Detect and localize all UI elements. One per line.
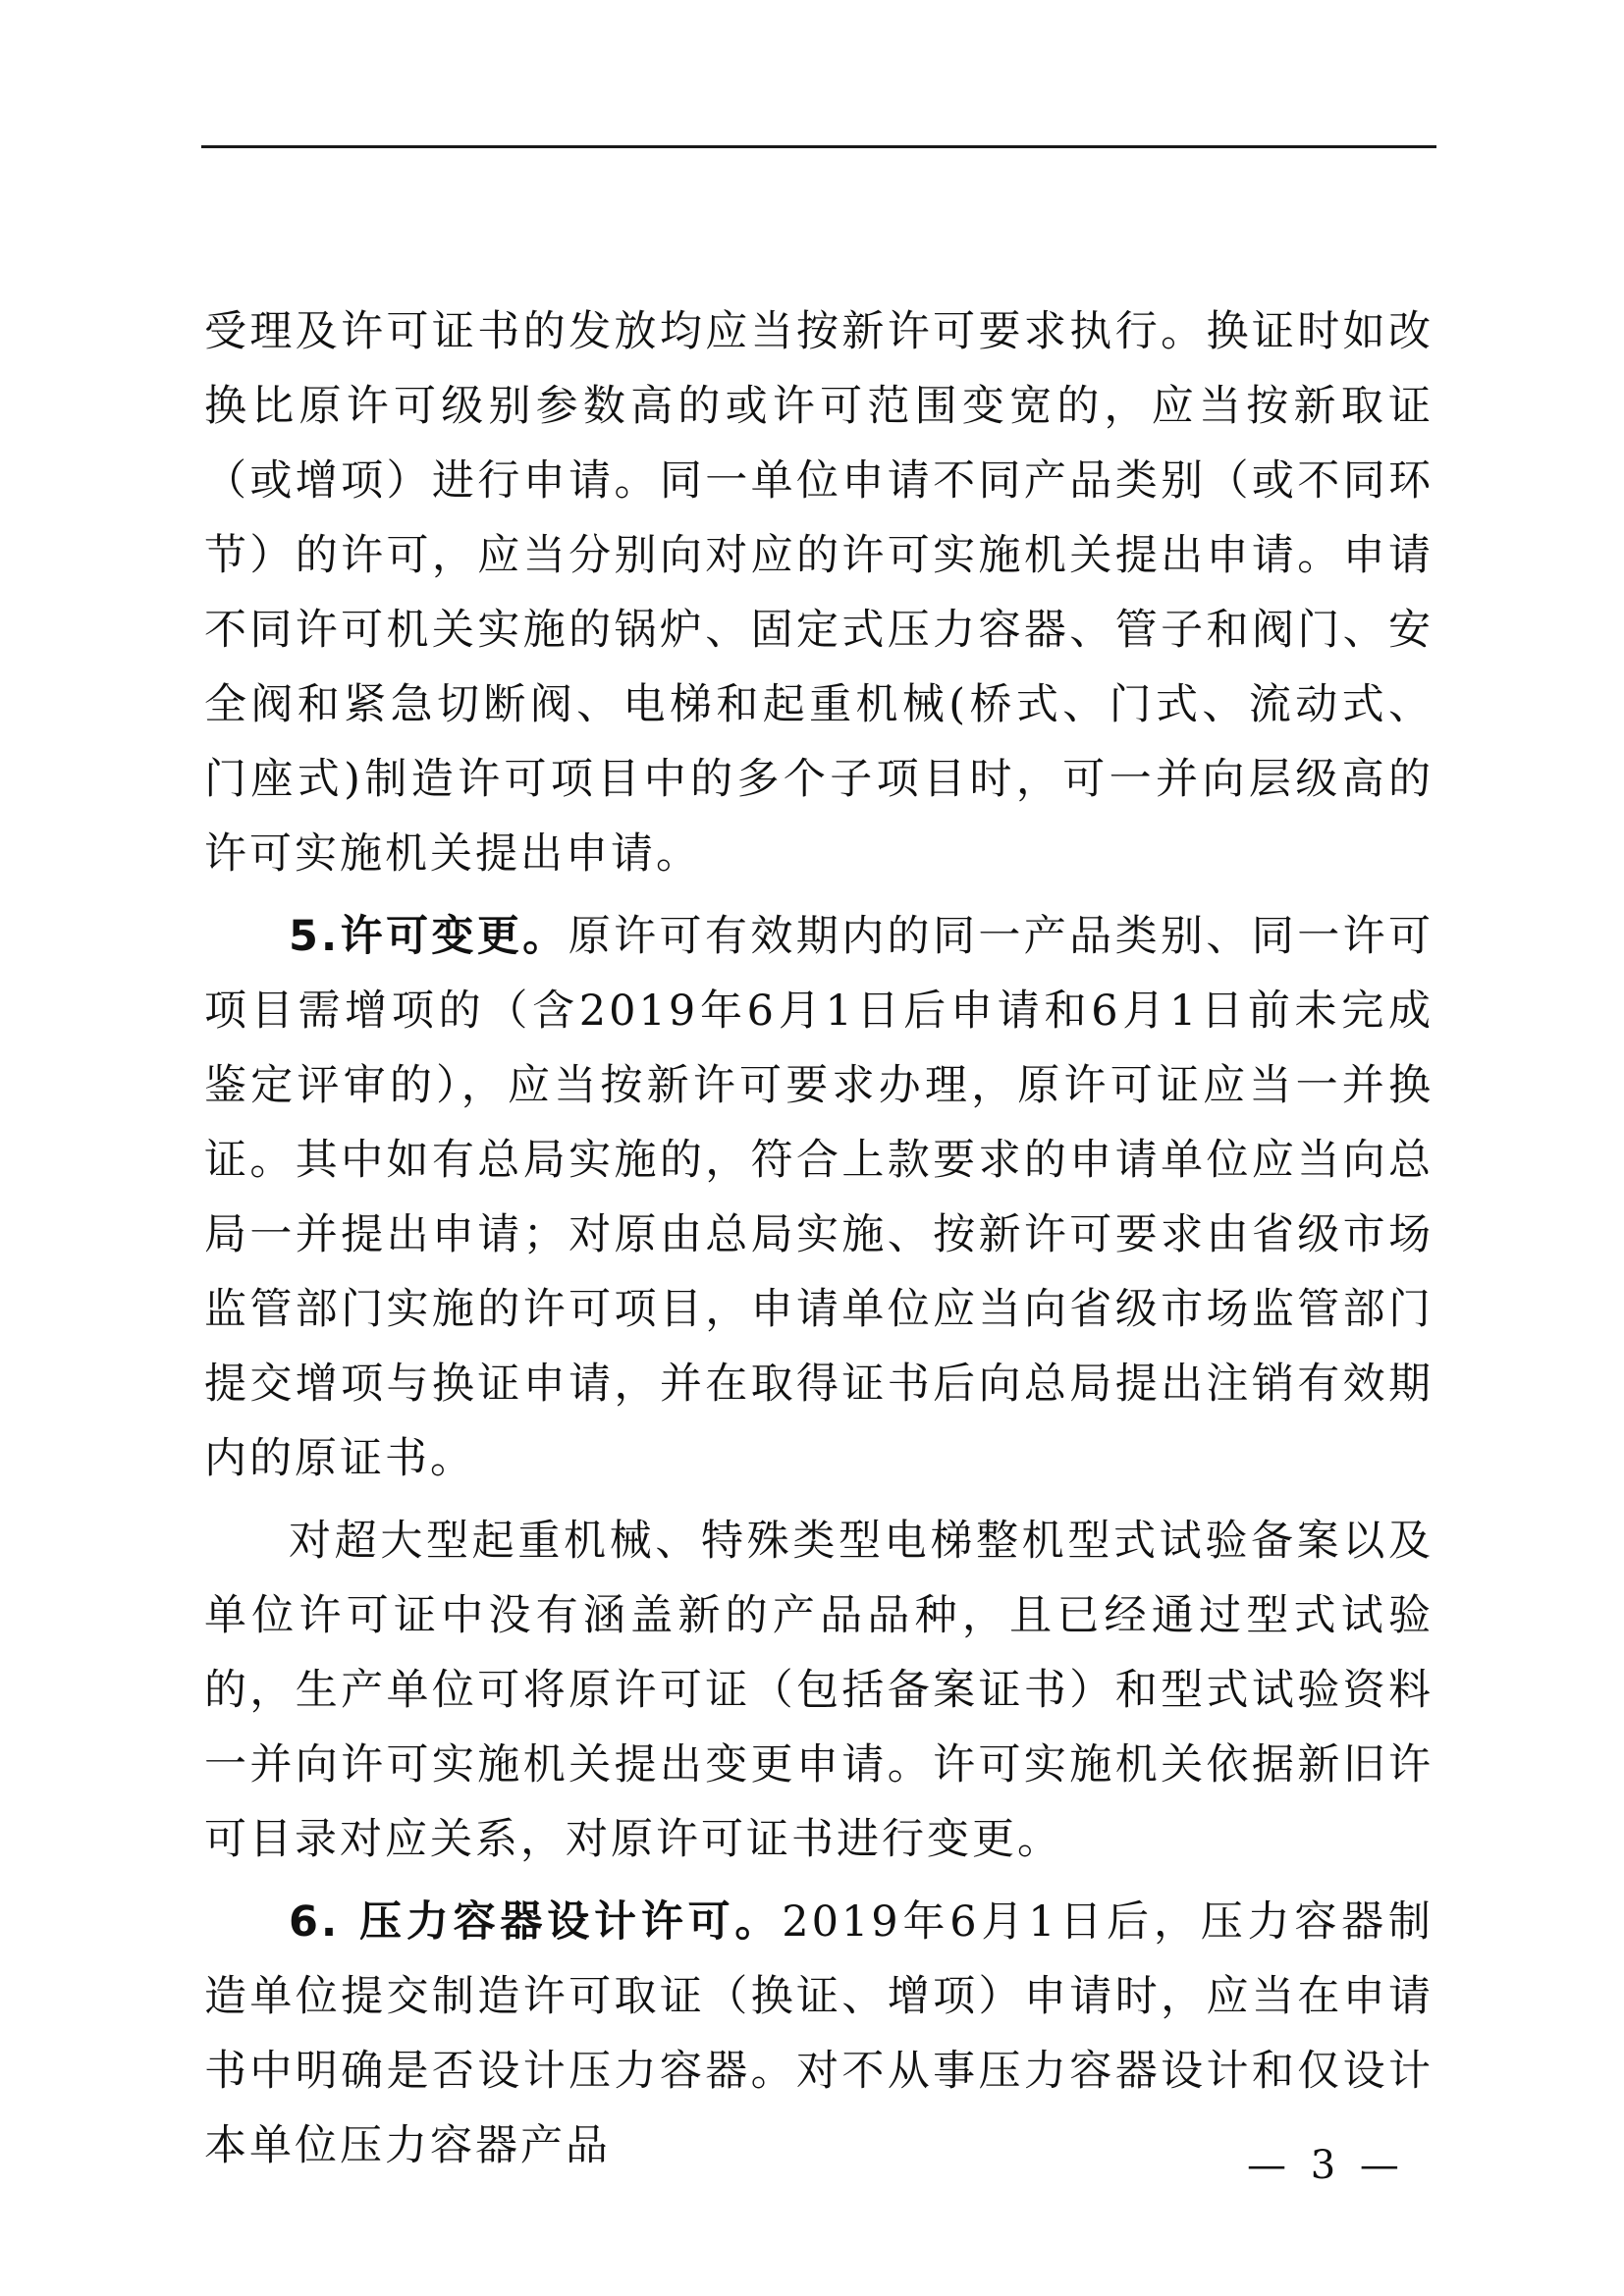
paragraph-4-text: 2019年6月1日后，压力容器制造单位提交制造许可取证（换证、增项）申请时，应当在申请书中明确是否设计压力容器。对不从事压力容器设计和仅设计本单位压力容器产品 [204,1897,1434,2170]
paragraph-3-text: 对超大型起重机械、特殊类型电梯整机型式试验备案以及单位许可证中没有涵盖新的产品品种，且已经通过型式试验的，生产单位可将原许可证（包括备案证书）和型式试验资料一并向许可实施机关提出变更申请。许可实施机关依据新旧许可目录对应关系，对原许可证书进行变更。 [204,1517,1434,1864]
page-number: — 3 — [1247,2143,1405,2188]
paragraph-1 [204,294,1434,891]
paragraph-1-text: 受理及许可证书的发放均应当按新许可要求执行。换证时如改换比原许可级别参数高的或许可范围变宽的，应当按新取证（或增项）进行申请。同一单位申请不同产品类别（或不同环节）的许可，应当分别向对应的许可实施机关提出申请。申请不同许可机关实施的锅炉、固定式压力容器、管子和阀门、安全阀和紧急切断阀、电梯和起重机械(桥式、门式、流动式、门座式)制造许可项目中的多个子项目时，可一并向层级高的许可实施机关提出申请。 [204,307,1434,879]
paragraph-2 [204,899,1434,1496]
document-body [204,294,1434,2183]
header-rule [201,145,1436,148]
section-heading-6: 6. 压力容器设计许可。 [289,1897,783,1947]
paragraph-3 [204,1504,1434,1877]
paragraph-4 [204,1885,1434,2183]
paragraph-2-text: 原许可有效期内的同一产品类别、同一许可项目需增项的（含2019年6月1日后申请和6月1日前未完成鉴定评审的），应当按新许可要求办理，原许可证应当一并换证。其中如有总局实施的，符合上款要求的申请单位应当向总局一并提出申请；对原由总局实施、按新许可要求由省级市场监管部门实施的许可项目，申请单位应当向省级市场监管部门提交增项与换证申请，并在取得证书后向总局提出注销有效期内的原证书。 [204,912,1435,1483]
section-heading-5: 5.许可变更。 [289,912,568,961]
